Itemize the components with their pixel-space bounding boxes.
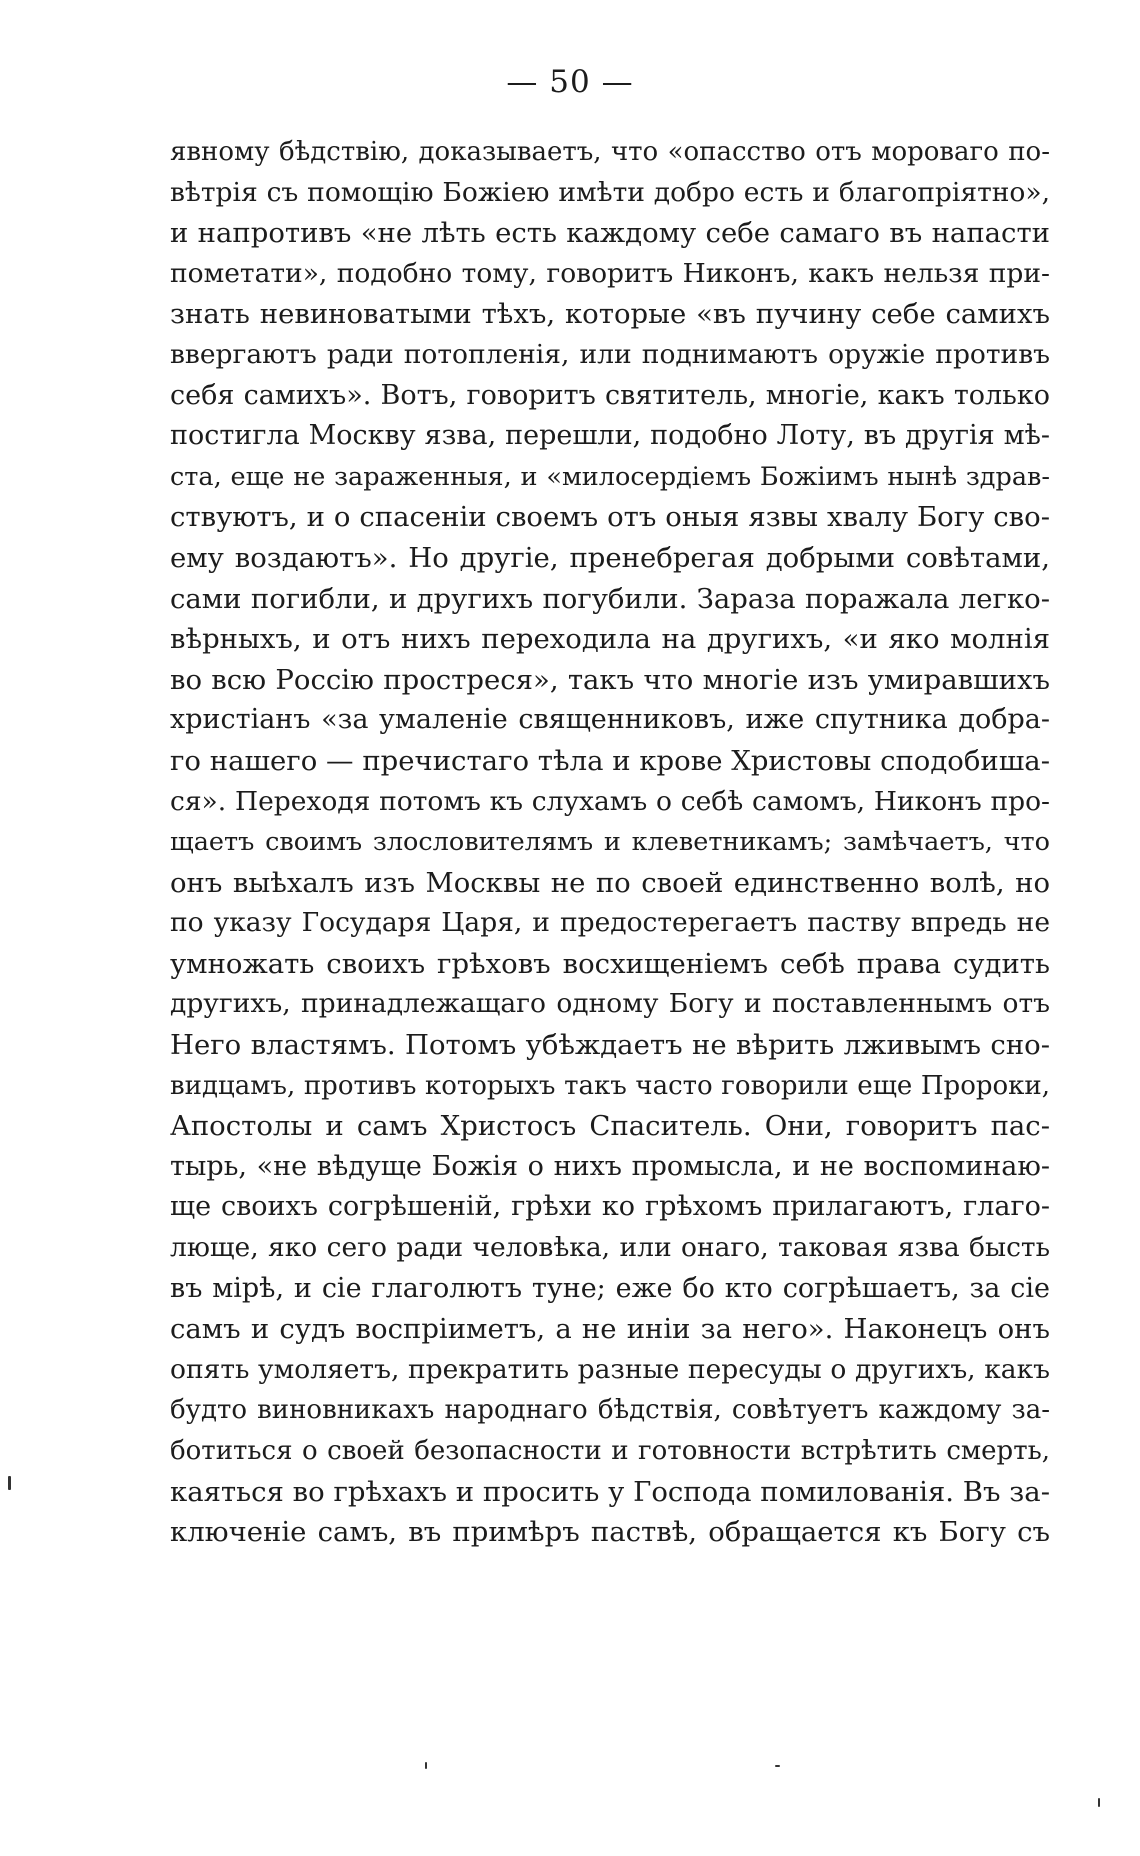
body-text bbox=[170, 132, 1050, 1553]
text-line: видцамъ, противъ которыхъ такъ часто говорили еще Пророки, bbox=[170, 1070, 1050, 1101]
text-line: ствуютъ, и о спасеніи своемъ отъ оныя язвы хвалу Богу сво- bbox=[170, 501, 1050, 534]
scan-speck bbox=[1098, 1798, 1100, 1807]
text-line: ста, еще не зараженныя, и «милосердіемъ Божіимъ нынѣ здрав- bbox=[170, 461, 1050, 492]
text-line: пометати», подобно тому, говоритъ Никонъ, какъ нельзя при- bbox=[170, 257, 1050, 289]
text-line: и напротивъ «не лѣть есть каждому себе самаго въ напасти bbox=[170, 217, 1050, 250]
text-line: во всю Россію простреся», такъ что многіе изъ умиравшихъ bbox=[170, 663, 1050, 696]
text-line: опять умоляетъ, прекратить разные пересуды о другихъ, какъ bbox=[170, 1353, 1050, 1385]
page-number: — 50 — bbox=[506, 64, 634, 100]
text-line: ботиться о своей безопасности и готовности встрѣтить смерть, bbox=[170, 1436, 1050, 1466]
text-line: ще своихъ согрѣшеній, грѣхи ко грѣхомъ прилагаютъ, глаго- bbox=[170, 1191, 1050, 1223]
text-line: вѣтрія съ помощію Божіею имѣти добро есть и благопріятно», bbox=[170, 176, 1050, 208]
scan-speck bbox=[8, 1476, 11, 1490]
text-line: го нашего — пречистаго тѣла и крове Христовы сподобиша- bbox=[170, 744, 1050, 777]
text-line: каяться во грѣхахъ и просить у Господа помилованія. Въ за- bbox=[170, 1475, 1050, 1508]
text-line: ся». Переходя потомъ къ слухамъ о себѣ самомъ, Никонъ про- bbox=[170, 785, 1050, 817]
text-line: будто виновникахъ народнаго бѣдствія, совѣтуетъ каждому за- bbox=[170, 1395, 1050, 1426]
scan-speck bbox=[775, 1765, 780, 1767]
text-line: тырь, «не вѣдуще Божія о нихъ промысла, и не воспоминаю- bbox=[170, 1150, 1050, 1182]
text-line: умножать своихъ грѣховъ восхищеніемъ себѣ права судить bbox=[170, 947, 1050, 980]
text-line: самъ и судъ воспріиметъ, а не иніи за него». Наконецъ онъ bbox=[170, 1313, 1050, 1346]
text-line: вѣрныхъ, и отъ нихъ переходила на другихъ, «и яко молнія bbox=[170, 623, 1050, 656]
text-line: ключеніе самъ, въ примѣръ паствѣ, обращается къ Богу съ bbox=[170, 1516, 1050, 1549]
text-line: знать невиноватыми тѣхъ, которые «въ пучину себе самихъ bbox=[170, 298, 1050, 331]
text-line: люще, яко сего ради человѣка, или онаго, таковая язва бысть bbox=[170, 1232, 1050, 1264]
text-line: Него властямъ. Потомъ убѣждаетъ не вѣрить лживымъ сно- bbox=[170, 1029, 1050, 1062]
scan-speck bbox=[425, 1762, 427, 1769]
text-line: Апостолы и самъ Христосъ Спаситель. Они, говоритъ пас- bbox=[170, 1110, 1050, 1143]
text-line: въ мірѣ, и сіе глаголютъ туне; еже бо кто согрѣшаетъ, за сіе bbox=[170, 1272, 1050, 1304]
text-line: по указу Государя Царя, и предостерегаетъ паству впредь не bbox=[170, 907, 1050, 939]
text-line: другихъ, принадлежащаго одному Богу и поставленнымъ отъ bbox=[170, 988, 1050, 1020]
text-line: щаетъ своимъ злословителямъ и клеветникамъ; замѣчаетъ, что bbox=[170, 827, 1050, 858]
text-line: ему воздаютъ». Но другіе, пренебрегая добрыми совѣтами, bbox=[170, 541, 1050, 574]
text-line: явному бѣдствію, доказываетъ, что «опасство отъ мороваго по- bbox=[170, 137, 1050, 167]
text-line: постигла Москву язва, перешли, подобно Лоту, въ другія мѣ- bbox=[170, 420, 1050, 452]
text-line: онъ выѣхалъ изъ Москвы не по своей единственно волѣ, но bbox=[170, 866, 1050, 899]
text-line: себя самихъ». Вотъ, говоритъ святитель, многіе, какъ только bbox=[170, 379, 1050, 411]
text-line: христіанъ «за умаленіе священниковъ, иже спутника добра- bbox=[170, 704, 1050, 736]
text-line: сами погибли, и другихъ погубили. Зараза поражала легко- bbox=[170, 582, 1050, 615]
text-line: ввергаютъ ради потопленія, или поднимаютъ оружіе противъ bbox=[170, 338, 1050, 370]
